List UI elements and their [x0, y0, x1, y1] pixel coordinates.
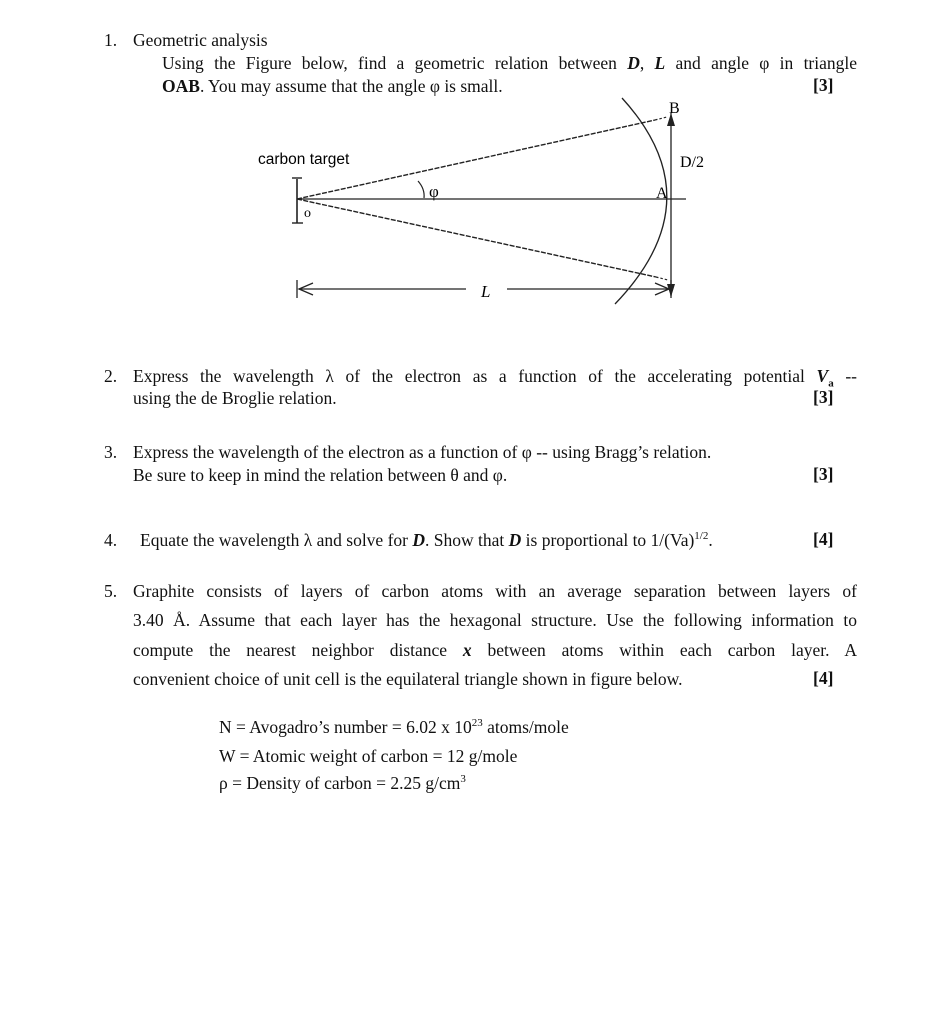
q3-marks: [3]	[813, 464, 834, 484]
constant-atomic-weight: W = Atomic weight of carbon = 12 g/mole	[219, 746, 518, 766]
lower-ray-extension	[656, 277, 668, 280]
q2-var-v	[816, 366, 834, 390]
q3-number: 3.	[104, 442, 118, 462]
q2-line2: using the de Broglie relation.	[133, 388, 337, 408]
q1-oab: OAB	[162, 76, 200, 96]
label-phi: φ	[429, 182, 439, 201]
q4-part1: Equate the wavelength λ and solve for	[140, 530, 408, 550]
q4-marks: [4]	[813, 529, 834, 549]
q5-line4: convenient choice of unit cell is the equilateral triangle shown in figure below.	[133, 669, 683, 689]
geometry-figure	[0, 0, 929, 330]
q2-line1	[133, 365, 858, 390]
q4-var-d1: D	[412, 530, 425, 550]
lower-ray	[297, 199, 656, 277]
q5-line3b: between atoms within each carbon layer. A	[487, 640, 858, 660]
q4-number: 4.	[104, 530, 118, 550]
q5-line2: 3.40 Å. Assume that each layer has the hexagonal structure. Use the following information to	[133, 610, 857, 630]
label-o: o	[304, 206, 311, 221]
constant-avogadro-text: N = Avogadro’s number = 6.02 x 10	[219, 717, 472, 737]
q1-line1-text: Using the Figure below, find a geometric relation between	[162, 53, 617, 73]
constant-density-text: ρ = Density of carbon = 2.25 g/cm	[219, 773, 461, 793]
q1-line2-rest: . You may assume that the angle φ is small.	[199, 76, 503, 96]
label-a: A	[656, 185, 668, 202]
q4-var-d2: D	[508, 530, 522, 550]
q5-line3	[133, 639, 857, 661]
q3-line2: Be sure to keep in mind the relation between θ and φ.	[133, 465, 508, 485]
phi-angle-arc	[418, 181, 424, 198]
q1-title: Geometric analysis	[133, 30, 268, 50]
q1-var-l: L	[654, 53, 666, 73]
q1-marks: [3]	[813, 75, 834, 95]
q1-comma: ,	[639, 53, 645, 73]
q4-line	[140, 529, 713, 551]
q4-sup: 1/2	[694, 530, 709, 543]
upper-ray	[297, 120, 655, 199]
q2-dash: --	[845, 366, 858, 386]
q3-line1: Express the wavelength of the electron as a function of φ -- using Bragg’s relation.	[133, 442, 712, 462]
q2-number: 2.	[104, 366, 118, 386]
upper-ray-extension	[655, 117, 667, 120]
label-l: L	[481, 282, 491, 301]
q5-line3a: compute the nearest neighbor distance	[133, 640, 448, 660]
constant-avogadro-exp: 23	[471, 717, 483, 730]
q4-part2: . Show that	[425, 530, 505, 550]
q2-line1-text: Express the wavelength λ of the electron as a function of the accelerating potential	[133, 366, 805, 386]
q1-number: 1.	[104, 30, 118, 50]
constant-density	[219, 772, 466, 794]
q1-var-d: D	[627, 53, 640, 73]
constant-avogadro	[219, 716, 569, 738]
q1-and-angle: and angle φ in triangle	[675, 53, 858, 73]
q2-v-sub: a	[828, 377, 834, 390]
q4-part3: is proportional to 1/(Va)	[525, 530, 695, 550]
constant-avogadro-unit: atoms/mole	[487, 717, 569, 737]
q5-var-x: x	[462, 640, 472, 660]
q2-v: V	[816, 366, 829, 386]
q5-number: 5.	[104, 581, 118, 601]
label-carbon-target: carbon target	[258, 151, 350, 168]
q5-line1: Graphite consists of layers of carbon atoms with an average separation between layers of	[133, 581, 857, 601]
q5-marks: [4]	[813, 668, 834, 688]
label-d-half: D/2	[680, 154, 704, 171]
q4-end: .	[708, 530, 713, 550]
q2-marks: [3]	[813, 387, 834, 407]
label-b: B	[669, 100, 680, 117]
constant-density-exp: 3	[460, 773, 466, 786]
